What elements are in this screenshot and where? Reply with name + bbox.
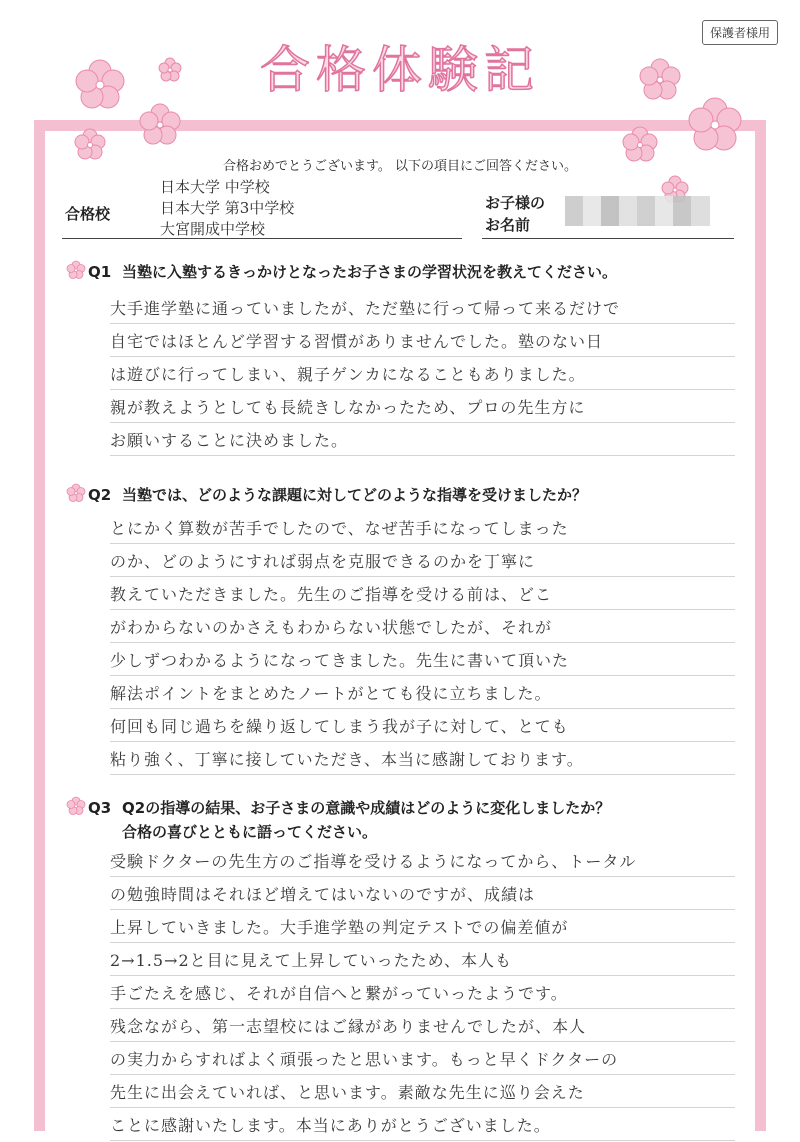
- answer-line: 教えていただきました。先生のご指導を受ける前は、どこ: [110, 585, 553, 604]
- page-title: 合格体験記: [260, 41, 540, 99]
- question-text: 当塾では、どのような課題に対してどのような指導を受けましたか？: [122, 486, 588, 504]
- question-text: 当塾に入塾するきっかけとなったお子さまの学習状況を教えてください。: [122, 263, 618, 281]
- school-value-1: 日本大学 中学校: [160, 178, 270, 196]
- question-text: Q2の指導の結果、お子さまの意識や成績はどのように変化しましたか？: [122, 799, 611, 817]
- answer-line: の実力からすればよく頑張ったと思います。もっと早くドクターの: [110, 1050, 619, 1069]
- answer-line: とにかく算数が苦手でしたので、なぜ苦手になってしまった: [110, 519, 569, 538]
- answer-line: 手ごたえを感じ、それが自信へと繋がっていったようです。: [110, 984, 568, 1003]
- answer-3: [110, 845, 735, 1142]
- question-number: Q1: [88, 263, 112, 281]
- school-underline: [62, 238, 462, 239]
- question-2: [88, 483, 587, 507]
- school-value-2: 日本大学 第3中学校: [160, 199, 295, 217]
- answer-line: の勉強時間はそれほど増えてはいないのですが、成績は: [110, 885, 536, 904]
- flower-bullet-icon: [66, 483, 86, 503]
- answer-line: 解法ポイントをまとめたノートがとても役に立ちました。: [110, 684, 552, 703]
- child-name-label-2: お名前: [485, 216, 531, 234]
- question-3: [88, 796, 610, 844]
- answer-2: [110, 512, 735, 776]
- answer-line: 大手進学塾に通っていましたが、ただ塾に行って帰って来るだけで: [110, 299, 621, 318]
- answer-line: のか、どのようにすれば弱点を克服できるのかを丁寧に: [110, 552, 536, 571]
- school-value-3: 大宮開成中学校: [160, 220, 266, 238]
- question-text-continued: 合格の喜びとともに語ってください。: [122, 823, 378, 841]
- flower-bullet-icon: [66, 796, 86, 816]
- flower-bullet-icon: [66, 260, 86, 280]
- answer-line: 粘り強く、丁寧に接していただき、本当に感謝しております。: [110, 750, 584, 769]
- child-name-underline: [482, 238, 734, 239]
- guardian-badge: 保護者様用: [702, 20, 778, 45]
- answer-line: 親が教えようとしても長続きしなかったため、プロの先生方に: [110, 398, 586, 417]
- answer-line: ことに感謝いたします。本当にありがとうございました。: [110, 1116, 551, 1135]
- child-name-label-1: お子様の: [485, 194, 546, 212]
- question-number: Q2: [88, 486, 112, 504]
- answer-line: 少しずつわかるようになってきました。先生に書いて頂いた: [110, 651, 570, 670]
- answer-line: 先生に出会えていれば、と思います。素敵な先生に巡り会えた: [110, 1083, 585, 1102]
- answer-line: がわからないのかさえもわからない状態でしたが、それが: [110, 618, 553, 637]
- answer-1: [110, 292, 735, 457]
- school-label: 合格校: [65, 205, 111, 223]
- intro-text: 合格おめでとうございます。 以下の項目にご回答ください。: [222, 159, 578, 174]
- answer-line: 上昇していきました。大手進学塾の判定テストでの偏差値が: [110, 918, 569, 937]
- answer-line: 受験ドクターの先生方のご指導を受けるようになってから、トータル: [110, 852, 637, 871]
- question-1: [88, 260, 617, 284]
- child-name-redacted: [565, 196, 710, 226]
- answer-line: お願いすることに決めました。: [110, 431, 349, 450]
- answer-line: 2→1.5→2と目に見えて上昇していったため、本人も: [110, 951, 512, 970]
- answer-line: 何回も同じ過ちを繰り返してしまう我が子に対して、とても: [110, 717, 569, 736]
- answer-line: 残念ながら、第一志望校にはご縁がありませんでしたが、本人: [110, 1017, 587, 1036]
- answer-line: は遊びに行ってしまい、親子ゲンカになることもありました。: [110, 365, 586, 384]
- answer-line: 自宅ではほとんど学習する習慣がありませんでした。塾のない日: [110, 332, 604, 351]
- question-number: Q3: [88, 799, 112, 817]
